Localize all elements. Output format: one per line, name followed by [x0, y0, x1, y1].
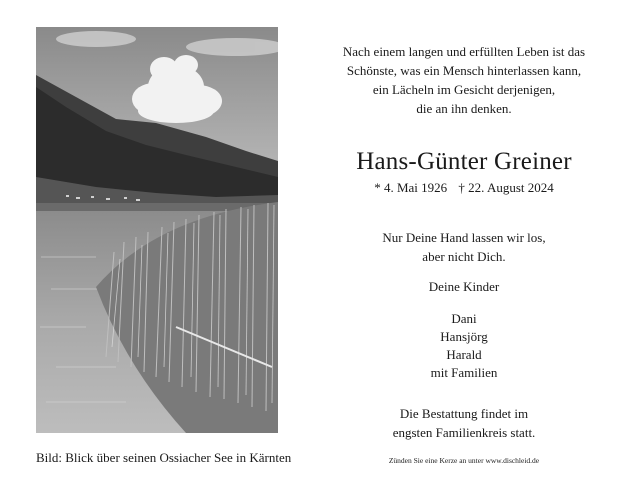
poem-line: die an ihn denken.	[416, 101, 512, 116]
farewell-quote	[328, 228, 600, 266]
deceased-name: Hans-Günter Greiner	[356, 148, 572, 175]
mourner-name: Harald	[446, 347, 482, 362]
birth-date: * 4. Mai 1926	[374, 180, 448, 195]
photo-caption: Bild: Blick über seinen Ossiacher See in Kärnten	[36, 450, 292, 465]
mourner-name: Dani	[451, 311, 477, 326]
notice-line: engsten Familienkreis statt.	[392, 425, 536, 440]
funeral-notice	[328, 404, 600, 442]
mourner-name: Hansjörg	[440, 329, 488, 344]
notice-line: Die Bestattung findet im	[399, 406, 529, 421]
lake-landscape-photo	[36, 27, 278, 433]
mourner-name: mit Familien	[430, 365, 498, 380]
family-label: Deine Kinder	[428, 279, 500, 294]
quote-line: aber nicht Dich.	[422, 249, 506, 264]
poem-line: Nach einem langen und erfüllten Leben ist das	[342, 44, 586, 59]
poem-line: ein Lächeln im Gesicht derjenigen,	[372, 82, 556, 97]
poem-line: Schönste, was ein Mensch hinterlassen kann,	[346, 63, 582, 78]
quote-line: Nur Deine Hand lassen wir los,	[382, 230, 546, 245]
memorial-poem	[328, 42, 600, 118]
candle-link-note[interactable]: Zünden Sie eine Kerze an unter www.dischleid.de	[388, 456, 540, 465]
death-date: † 22. August 2024	[458, 180, 554, 195]
mourners-list	[328, 310, 600, 382]
life-dates	[328, 180, 600, 196]
